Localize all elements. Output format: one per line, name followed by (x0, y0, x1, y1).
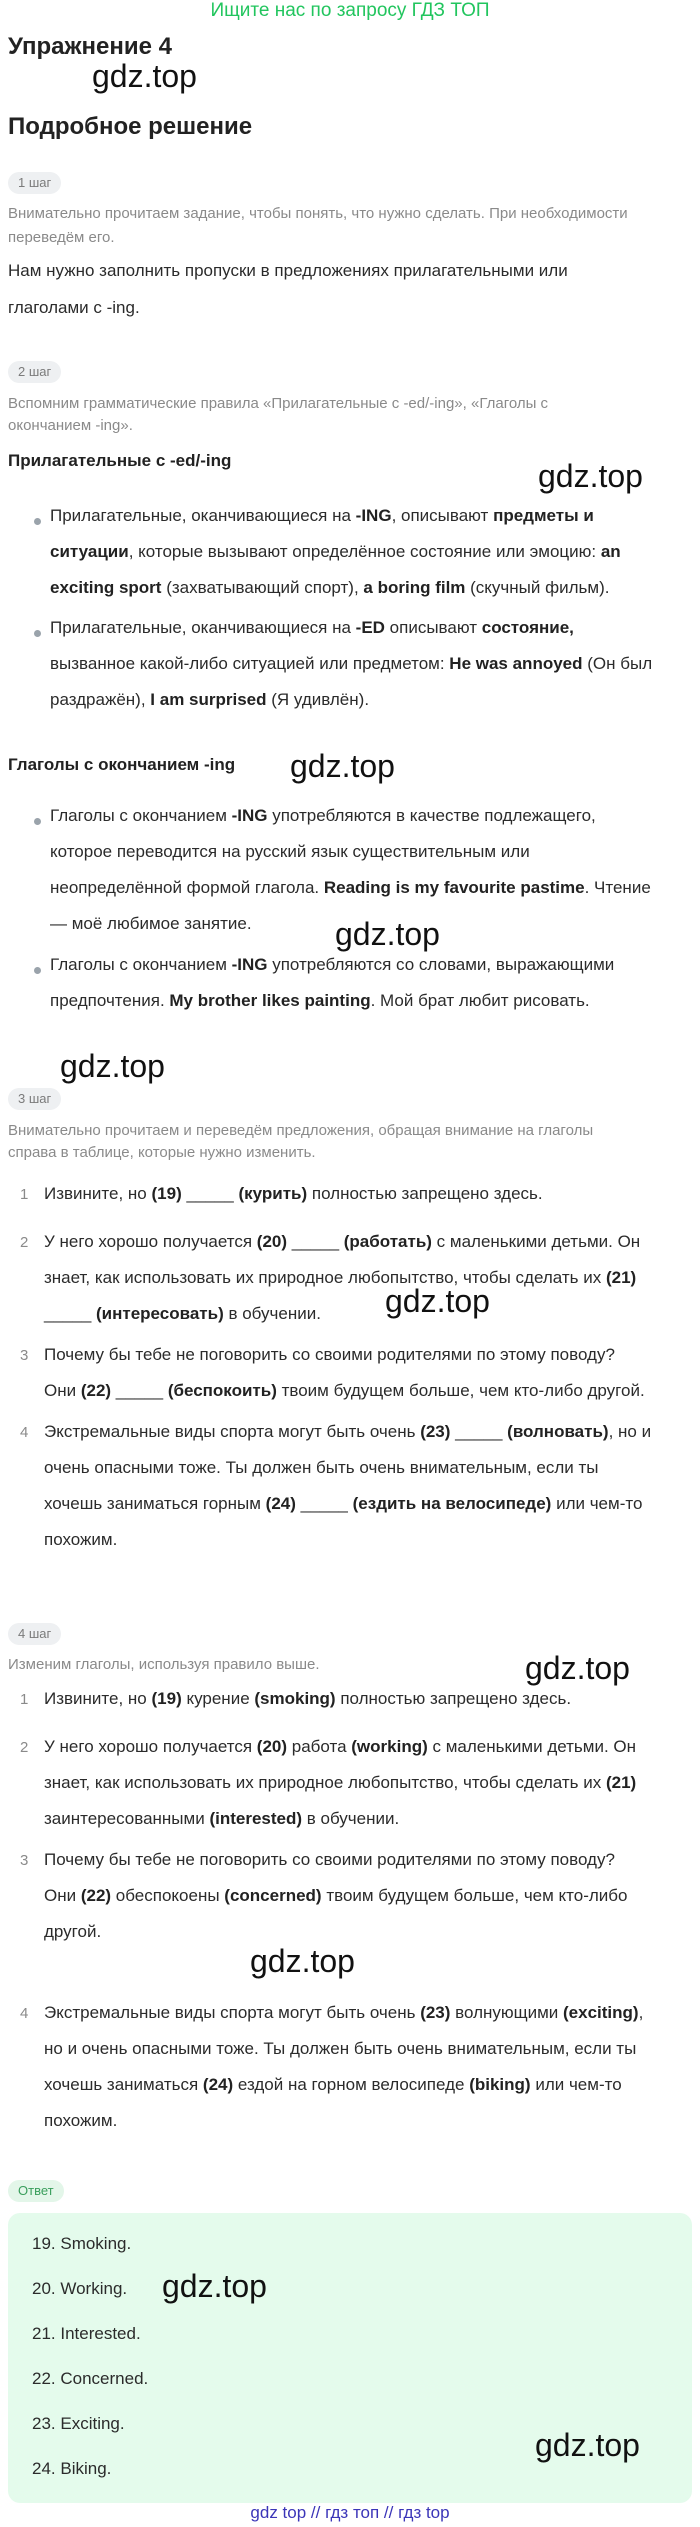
solution-sentence-1: Извините, но (19) курение (smoking) полностью запрещено здесь. (44, 1689, 572, 1708)
watermark: gdz.top (60, 1048, 165, 1084)
step-3-badge: 3 шаг (8, 1088, 61, 1110)
answer-badge: Ответ (8, 2180, 64, 2202)
step-2-hint-line-2: окончанием -ing». (8, 417, 133, 434)
watermark: gdz.top (92, 58, 197, 94)
footer-banner[interactable]: gdz top // гдз топ // гдз top (250, 2503, 450, 2522)
step-4-hint: Изменим глаголы, используя правило выше. (8, 1656, 320, 1673)
list-number: 3 (20, 1347, 29, 1364)
step-3-hint-line-1: Внимательно прочитаем и переведём предложения, обращая внимание на глаголы (8, 1122, 594, 1139)
step-1-text-line-1: Нам нужно заполнить пропуски в предложениях прилагательными или (8, 261, 568, 280)
answer-item: 21. Interested. (32, 2324, 141, 2343)
watermark: gdz.top (335, 916, 440, 952)
page-title: Упражнение 4 (8, 33, 172, 60)
watermark: gdz.top (535, 2427, 640, 2463)
rule-verb-subject: Глаголы с окончанием -ING употребляются в качестве подлежащего, которое переводится на русский язык существительным или неопределённой формой глагола. Reading is my favourite pastime. Чтение — моё любимое занятие. (50, 806, 651, 933)
list-number: 4 (20, 2005, 29, 2022)
answer-item: 19. Smoking. (32, 2234, 132, 2253)
step-2-hint-line-1: Вспомним грамматические правила «Прилагательные с -ed/-ing», «Глаголы с (8, 395, 549, 412)
watermark: gdz.top (250, 1943, 355, 1979)
answer-item: 20. Working. (32, 2279, 128, 2298)
watermark: gdz.top (162, 2268, 267, 2304)
bullet-icon (34, 967, 46, 979)
bullet-icon (34, 518, 46, 530)
section-title: Подробное решение (8, 113, 253, 140)
top-banner[interactable]: Ищите нас по запросу ГДЗ ТОП (210, 0, 490, 21)
task-sentence-4: Экстремальные виды спорта могут быть очень (23) _____ (волновать), но и очень опасными тоже. Ты должен быть очень внимательным, если ты хочешь заниматься горным (24) _____ (ездить на велосипеде) или чем-то похожим. (44, 1422, 652, 1549)
watermark: gdz.top (525, 1650, 630, 1686)
step-4-badge: 4 шаг (8, 1623, 61, 1645)
list-number: 4 (20, 1424, 29, 1441)
step-1-text-line-2: глаголами с -ing. (8, 298, 140, 317)
adjectives-heading: Прилагательные с -ed/-ing (8, 451, 232, 470)
step-1-hint: Внимательно прочитаем задание, чтобы понять, что нужно сделать. При необходимости переведём его. (8, 205, 628, 246)
list-number: 1 (20, 1691, 29, 1708)
task-sentence-2: У него хорошо получается (20) _____ (работать) с маленькими детьми. Он знает, как использовать их природное любопытство, чтобы сделать их (21) _____ (интересовать) в обучении. (44, 1232, 641, 1323)
list-number: 3 (20, 1852, 29, 1869)
rule-adj-ing: Прилагательные, оканчивающиеся на -ING, описывают предметы и ситуации, которые вызывают определённое состояние или эмоцию: an exciting sport (захватывающий спорт), a boring film (скучный фильм). (50, 506, 621, 597)
bullet-icon (34, 630, 46, 642)
watermark: gdz.top (385, 1283, 490, 1319)
list-number: 1 (20, 1186, 29, 1203)
solution-sentence-4: Экстремальные виды спорта могут быть очень (23) волнующими (exciting), но и очень опасными тоже. Ты должен быть очень внимательным, если ты хочешь заниматься (24) ездой на горном велосипеде (biking) или чем-то похожим. (44, 2003, 644, 2130)
list-number: 2 (20, 1234, 29, 1251)
watermark: gdz.top (290, 748, 395, 784)
task-sentence-1: Извините, но (19) _____ (курить) полностью запрещено здесь. (44, 1184, 543, 1203)
step-1-badge: 1 шаг (8, 172, 61, 194)
answer-item: 24. Biking. (32, 2459, 112, 2478)
rule-verb-preferences: Глаголы с окончанием -ING употребляются со словами, выражающими предпочтения. My brother likes painting. Мой брат любит рисовать. (50, 955, 615, 1010)
bullet-icon (34, 818, 46, 830)
task-sentence-3: Почему бы тебе не поговорить со своими родителями по этому поводу? Они (22) _____ (беспокоить) твоим будущем больше, чем кто-либо другой. (44, 1345, 645, 1400)
answer-item: 23. Exciting. (32, 2414, 125, 2433)
verbs-heading: Глаголы с окончанием -ing (8, 755, 236, 774)
watermark: gdz.top (538, 458, 643, 494)
list-number: 2 (20, 1739, 29, 1756)
step-2-badge: 2 шаг (8, 361, 61, 383)
solution-sentence-2: У него хорошо получается (20) работа (working) с маленькими детьми. Он знает, как использовать их природное любопытство, чтобы сделать их (21) заинтересованными (interested) в обучении. (44, 1737, 637, 1828)
answer-item: 22. Concerned. (32, 2369, 149, 2388)
step-3-hint-line-2: справа в таблице, которые нужно изменить. (8, 1144, 316, 1161)
rule-adj-ed: Прилагательные, оканчивающиеся на -ED описывают состояние, вызванное какой-либо ситуацией или предметом: He was annoyed (Он был раздражён), I am surprised (Я удивлён). (50, 618, 653, 709)
solution-sentence-3: Почему бы тебе не поговорить со своими родителями по этому поводу? Они (22) обеспокоены (concerned) твоим будущем больше, чем кто-либо другой. (44, 1850, 628, 1941)
